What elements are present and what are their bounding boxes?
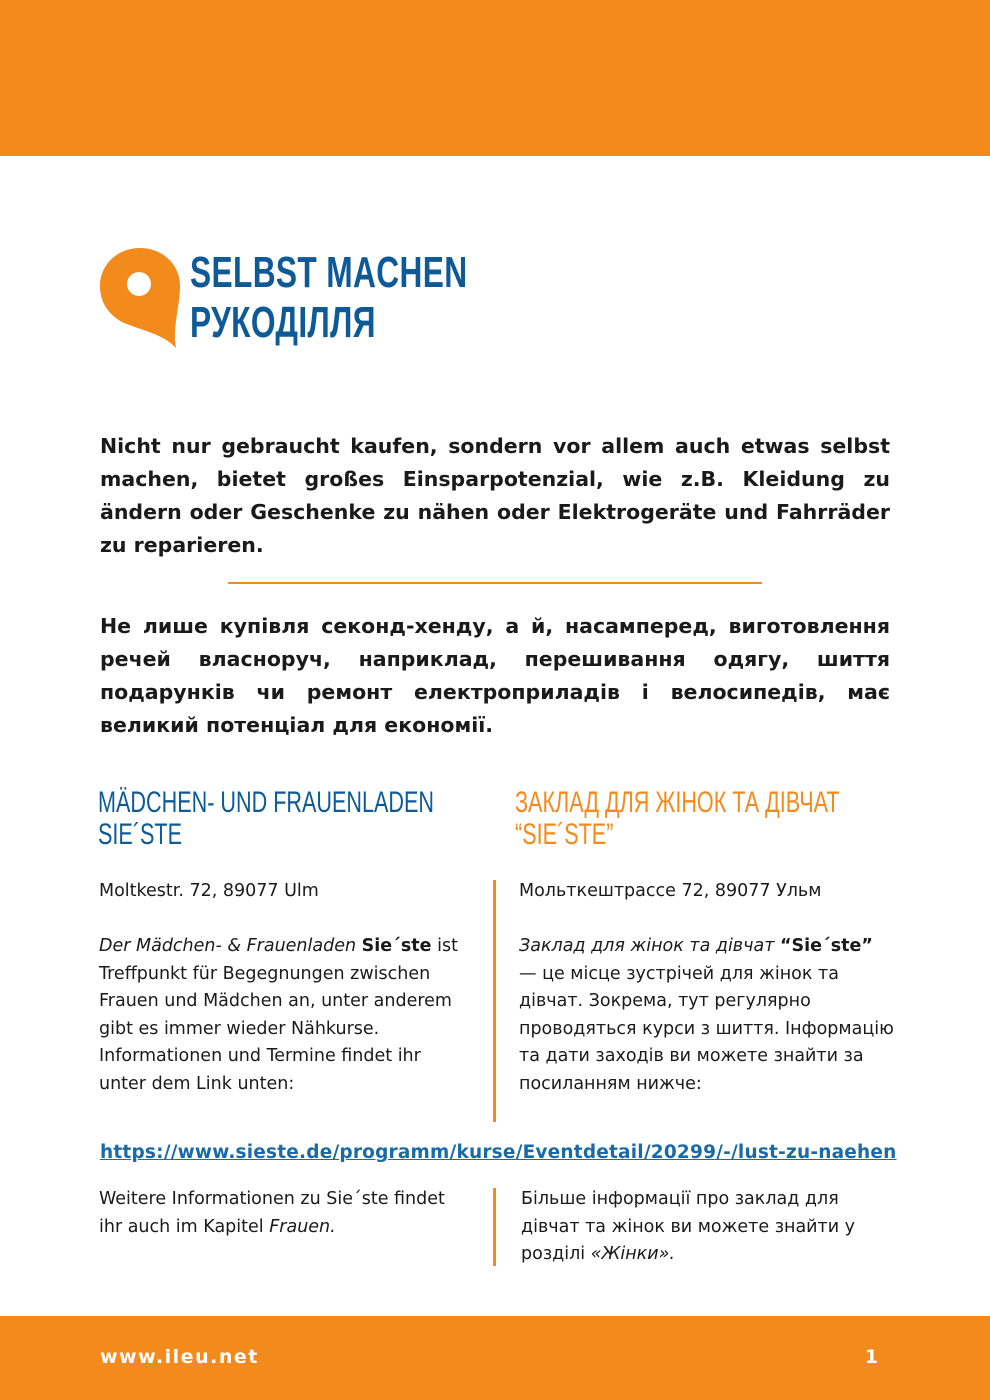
title-ukrainian: РУКОДІЛЛЯ (190, 298, 376, 347)
left-desc-italic: Der Mädchen- & Frauenladen (99, 936, 357, 956)
intro-ukrainian: Не лише купівля секонд-хенду, а й, насамперед, виготовлення речей власноруч, наприклад, перешивання одягу, шиття подарунків чи ремонт електроприладів і велосипедів, має великий потенціал для економії. (100, 614, 890, 737)
right-more-italic: «Жінки». (590, 1244, 675, 1264)
divider (228, 582, 762, 584)
left-more-italic: Frauen. (269, 1216, 336, 1237)
left-desc-rest: ist Treffpunkt für Begegnungen zwischen Frauen und Mädchen an, unter anderem gibt es immer wieder Nähkurse. Informationen und Termine findet ihr unter dem Link unten: (99, 936, 458, 1094)
page-number: 1 (864, 1346, 878, 1368)
column-separator-2 (493, 1188, 496, 1266)
footer-url[interactable]: www.ileu.net (100, 1346, 259, 1368)
left-heading-line2: SIE´STE (98, 818, 183, 851)
right-desc-bold: “Sie´ste” (779, 936, 873, 956)
column-separator (493, 880, 496, 1122)
right-heading-line1: ЗАКЛАД ДЛЯ ЖІНОК ТА ДІВЧАТ (515, 786, 840, 819)
right-heading-line2: “SIE´STE” (515, 818, 614, 851)
right-desc-italic: Заклад для жінок та дівчат (519, 936, 775, 956)
right-desc-rest: — це місце зустрічей для жінок та дівчат. Зокрема, тут регулярно проводяться курси з шиття. Інформацію та дати заходів ви можете знайти за посиланням нижче: (519, 963, 894, 1094)
right-address: Мольткештрассе 72, 89077 Ульм (519, 881, 822, 901)
left-more-info (99, 1186, 449, 1241)
left-address: Moltkestr. 72, 89077 Ulm (99, 881, 319, 901)
intro-german: Nicht nur gebraucht kaufen, sondern vor allem auch etwas selbst machen, bietet großes Einsparpotenzial, wie z.B. Kleidung zu ändern oder Geschenke zu nähen oder Elektrogeräte und Fahrräder zu reparieren. (100, 434, 890, 557)
left-heading (98, 787, 565, 851)
left-heading-line1: MÄDCHEN- UND FRAUENLADEN (98, 786, 435, 819)
right-more-info (521, 1186, 886, 1269)
page-title (190, 248, 575, 348)
left-more-text: Weitere Informationen zu Sie´ste findet ihr auch im Kapitel (99, 1189, 445, 1237)
map-pin-icon (100, 246, 184, 350)
course-link[interactable]: https://www.sieste.de/programm/kurse/Eventdetail/20299/-/lust-zu-naehen (100, 1142, 897, 1163)
right-more-text: Більше інформації про заклад для дівчат та жінок ви можете знайти у розділі (521, 1189, 856, 1264)
header-band (0, 0, 990, 156)
title-german: SELBST MACHEN (190, 248, 468, 297)
left-description (99, 933, 469, 1098)
right-heading (515, 787, 966, 851)
left-desc-bold: Sie´ste (361, 936, 432, 956)
right-description (519, 933, 894, 1098)
